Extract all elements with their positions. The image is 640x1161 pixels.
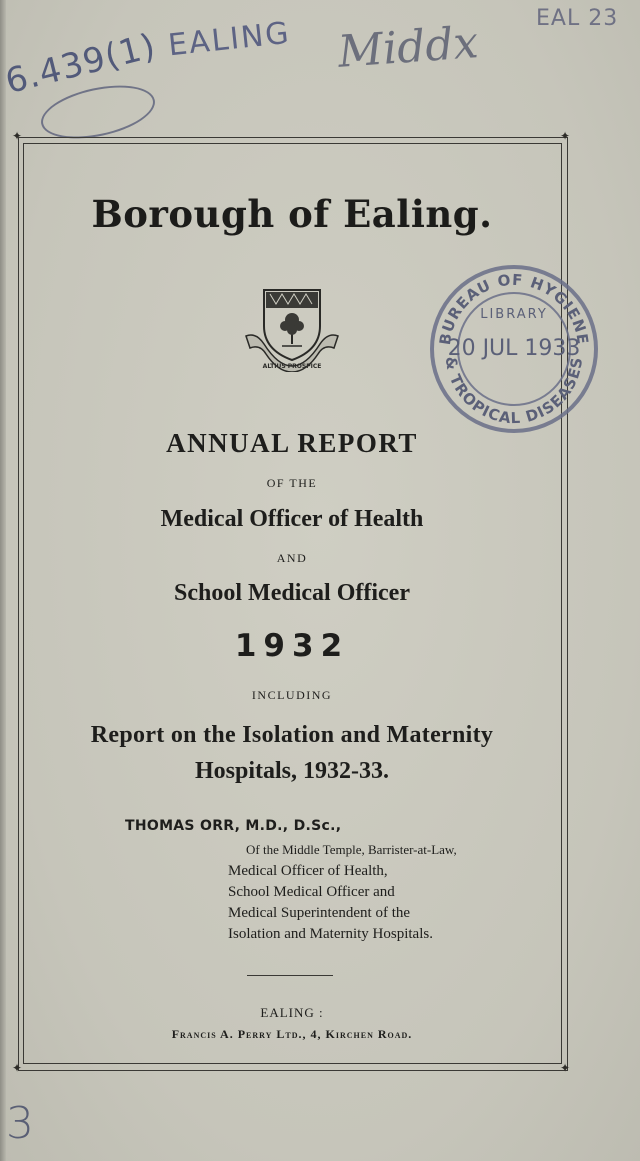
borough-crest	[242, 286, 342, 372]
author-credential: Medical Officer of Health,	[228, 863, 388, 879]
of-the-label: OF THE	[266, 476, 318, 490]
and-label: AND	[276, 551, 308, 565]
corner-ornament: ✦	[560, 129, 571, 143]
stamp-date: 20 JUL 1933	[447, 336, 581, 361]
handwritten-county: Middx	[336, 17, 480, 78]
binding-spine	[0, 0, 6, 1161]
handwritten-catalogue-code: EAL 23	[536, 6, 619, 31]
handwritten-borough: EALING	[166, 15, 293, 64]
imprint-printer: Francis A. Perry Ltd., 4, Kirchen Road.	[171, 1027, 413, 1041]
stamp-library: LIBRARY	[480, 307, 548, 322]
divider-rule	[247, 975, 333, 976]
hospitals-line: Hospitals, 1932-33.	[194, 758, 389, 784]
report-year: 1932	[234, 628, 350, 664]
stamp-ring-bottom: & TROPICAL DISEASES	[441, 355, 587, 428]
school-medical-officer-title: School Medical Officer	[174, 580, 410, 606]
borough-heading: Borough of Ealing.	[91, 192, 493, 236]
including-label: INCLUDING	[251, 688, 333, 702]
author-credential: Medical Superintendent of the	[228, 905, 411, 921]
author-credential: Of the Middle Temple, Barrister-at-Law,	[246, 842, 457, 857]
imprint-place: EALING :	[260, 1005, 324, 1020]
handwritten-reference: 6.439(1)	[1, 26, 161, 102]
svg-text:& TROPICAL DISEASES	[442, 355, 586, 427]
report-on-line: Report on the Isolation and Maternity	[90, 722, 494, 748]
crest-motto: ALTIUS PROSPICE	[262, 363, 322, 370]
stamp-ring-top: BUREAU OF HYGIENE	[435, 270, 593, 347]
author-credential: School Medical Officer and	[228, 884, 395, 900]
corner-ornament: ✦	[12, 1061, 23, 1075]
medical-officer-title: Medical Officer of Health	[160, 506, 424, 532]
author-name: THOMAS ORR, M.D., D.Sc.,	[125, 818, 342, 834]
annual-report-title: ANNUAL REPORT	[166, 428, 418, 458]
handwritten-page-number: 3	[6, 1098, 34, 1149]
corner-ornament: ✦	[560, 1061, 571, 1075]
author-credential: Isolation and Maternity Hospitals.	[228, 926, 433, 942]
corner-ornament: ✦	[12, 129, 23, 143]
